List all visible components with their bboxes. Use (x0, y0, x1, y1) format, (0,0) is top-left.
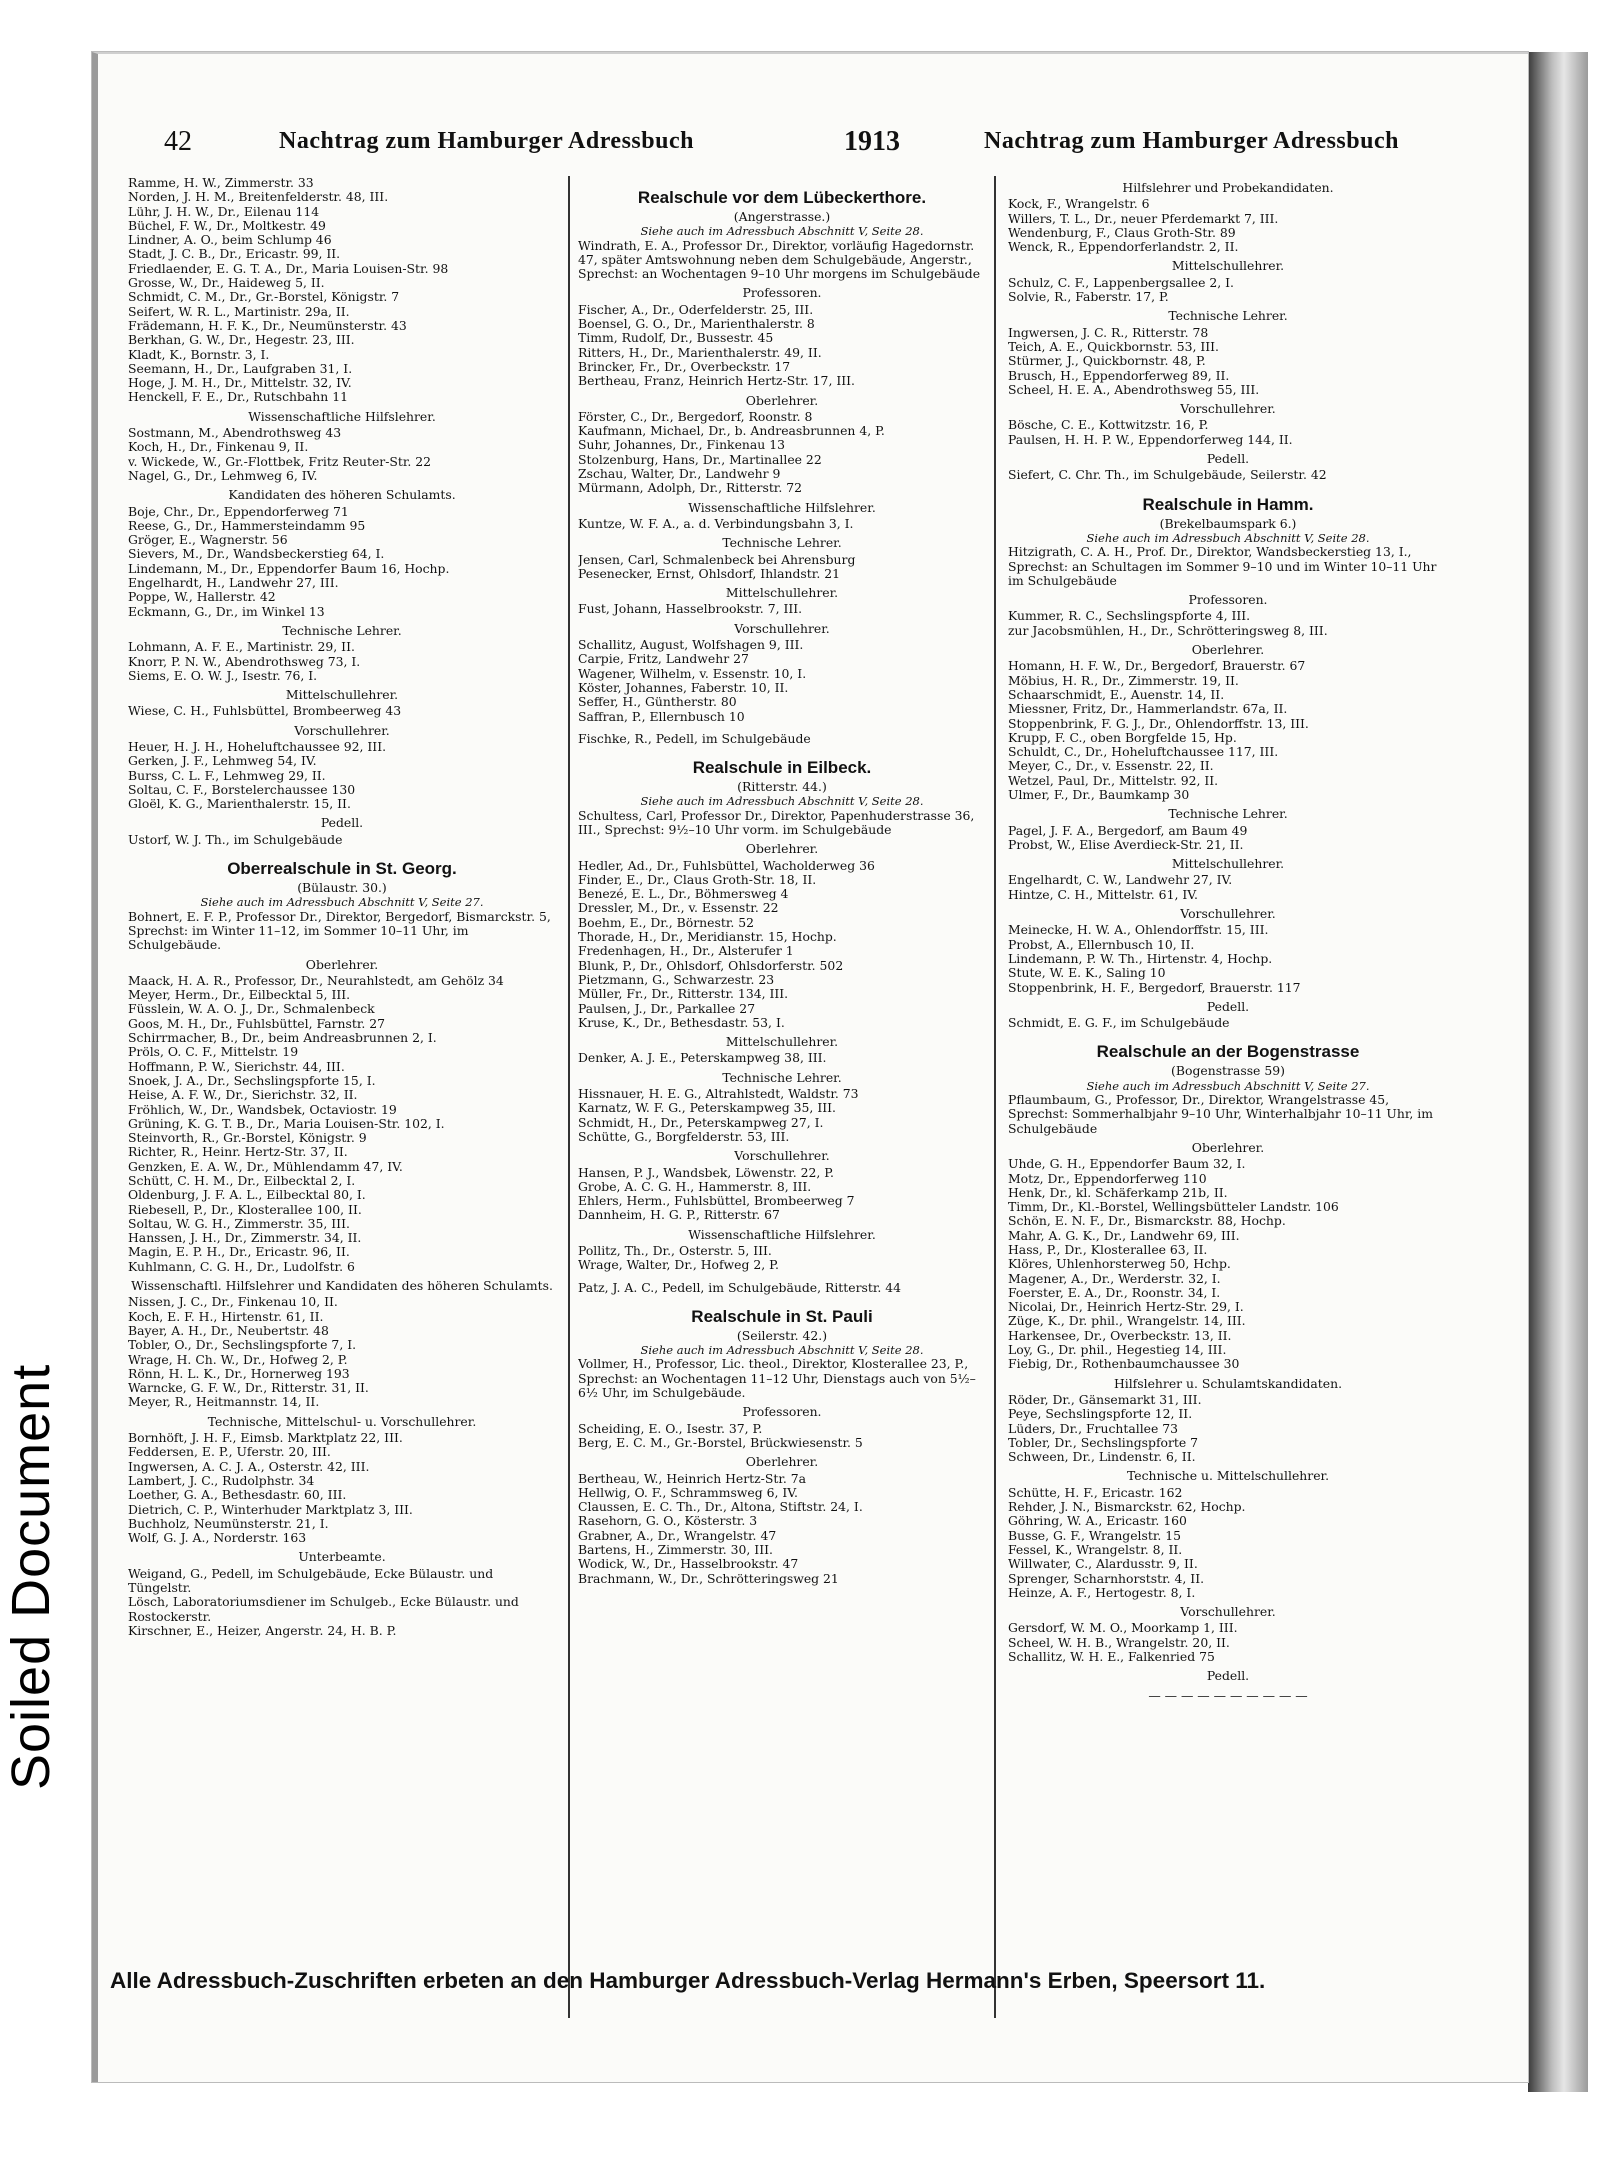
school-address: (Bogenstrasse 59) (1171, 1063, 1285, 1079)
entry: Grüning, K. G. T. B., Dr., Maria Louisen-Str. 102, I. (128, 1116, 445, 1131)
section-heading: Professoren. (742, 285, 822, 301)
entry: Uhde, G. H., Eppendorfer Baum 32, I. (1008, 1157, 1246, 1172)
entry: Paulsen, H. H. P. W., Eppendorferweg 144, II. (1008, 432, 1293, 447)
section-heading: Technische Lehrer. (1168, 806, 1288, 822)
entry: Hoffmann, P. W., Sierichstr. 44, III. (128, 1059, 345, 1074)
section-heading: Pedell. (1206, 451, 1250, 467)
entry: Solvie, R., Faberstr. 17, P. (1008, 290, 1169, 305)
school-address: (Ritterstr. 44.) (737, 779, 827, 795)
entry: Hellwig, O. F., Schrammsweg 6, IV. (578, 1485, 798, 1500)
entry: Sprenger, Scharnhorststr. 4, II. (1008, 1571, 1205, 1586)
entry: Teich, A. E., Quickbornstr. 53, III. (1008, 339, 1219, 354)
entry: Suhr, Johannes, Dr., Finkenau 13 (578, 438, 785, 453)
entry: Ustorf, W. J. Th., im Schulgebäude (128, 832, 343, 847)
entry: Gröger, E., Wagnerstr. 56 (128, 533, 288, 548)
entry: Heinze, A. F., Hertogestr. 8, I. (1008, 1585, 1196, 1600)
entry: Schütte, H. F., Ericastr. 162 (1008, 1485, 1183, 1500)
entry: Ritters, H., Dr., Marienthalerstr. 49, II. (578, 345, 822, 360)
see-also-note: Siehe auch im Adressbuch Abschnitt V, Seite 28. (640, 224, 924, 239)
entry: Carpie, Fritz, Landwehr 27 (578, 652, 749, 667)
entry: Willers, T. L., Dr., neuer Pferdemarkt 7, III. (1008, 211, 1279, 226)
entry: Miessner, Fritz, Dr., Hammerlandstr. 67a, II. (1008, 702, 1288, 717)
entry: Sievers, M., Dr., Wandsbeckerstieg 64, I. (128, 547, 385, 562)
page-header (164, 124, 1454, 164)
entry: Ramme, H. W., Zimmerstr. 33 (128, 176, 314, 190)
page-edge (1528, 52, 1588, 2092)
entry: Pflaumbaum, G., Professor, Dr., Direktor, Wrangelstrasse 45, Sprechst: Sommerhalbjahr 9–10 Uhr, Winterhalbjahr 10–11 Uhr, im Schulgebäude (1008, 1093, 1433, 1136)
section-heading: Oberlehrer. (305, 956, 379, 972)
entry: Loy, G., Dr. phil., Hegestieg 14, III. (1008, 1343, 1227, 1358)
section-heading: Wissenschaftl. Hilfslehrer und Kandidaten des höheren Schulamts. (131, 1278, 553, 1294)
entry: Lösch, Laboratoriumsdiener im Schulgeb., Ecke Bülaustr. und Rostockerstr. (128, 1595, 519, 1624)
entry: Scheel, H. E. A., Abendrothsweg 55, III. (1008, 382, 1260, 397)
entry: Riebesell, P., Dr., Klosterallee 100, II. (128, 1202, 362, 1217)
header-left-title: Nachtrag zum Hamburger Adressbuch (279, 128, 694, 154)
entry: Karnatz, W. F. G., Peterskampweg 35, III. (578, 1101, 836, 1116)
entry: Förster, C., Dr., Bergedorf, Roonstr. 8 (578, 409, 813, 424)
entry: Willwater, C., Alardusstr. 9, II. (1008, 1557, 1198, 1572)
entry: Bertheau, Franz, Heinrich Hertz-Str. 17, III. (578, 374, 855, 389)
entry: Schulz, C. F., Lappenbergsallee 2, I. (1008, 275, 1234, 290)
entry: Klöres, Uhlenhorsterweg 50, Hchp. (1008, 1257, 1231, 1272)
school-title: Realschule in Eilbeck. (692, 758, 872, 778)
page (92, 52, 1528, 2082)
entry: Wolf, G. J. A., Norderstr. 163 (128, 1531, 307, 1546)
entry: Siefert, C. Chr. Th., im Schulgebäude, Seilerstr. 42 (1008, 468, 1327, 483)
section-heading: — — — — — — — — — — (1148, 1687, 1308, 1703)
entry: Ulmer, F., Dr., Baumkamp 30 (1008, 787, 1190, 802)
entry: Wetzel, Paul, Dr., Mittelstr. 92, II. (1008, 773, 1219, 788)
entry: Schallitz, W. H. E., Falkenried 75 (1008, 1650, 1215, 1665)
section-heading: Vorschullehrer. (1180, 401, 1276, 417)
column-1 (128, 176, 556, 2018)
entry: Richter, R., Heinr. Hertz-Str. 37, II. (128, 1145, 348, 1160)
entry: Bornhöft, J. H. F., Eimsb. Marktplatz 22, III. (128, 1431, 403, 1446)
entry: Tobler, Dr., Sechslingspforte 7 (1008, 1435, 1199, 1450)
entry: Lambert, J. C., Rudolphstr. 34 (128, 1473, 315, 1488)
entry: Schallitz, August, Wolfshagen 9, III. (578, 638, 804, 653)
entry: Schmidt, C. M., Dr., Gr.-Borstel, Königstr. 7 (128, 290, 400, 305)
entry: Saffran, P., Ellernbusch 10 (578, 709, 745, 724)
entry: Warncke, G. F. W., Dr., Ritterstr. 31, II. (128, 1381, 369, 1396)
entry: Ingwersen, A. C. J. A., Osterstr. 42, III. (128, 1459, 370, 1474)
section-heading: Hilfslehrer und Probekandidaten. (1122, 180, 1334, 195)
entry: Zschau, Walter, Dr., Landwehr 9 (578, 467, 781, 482)
entry: Krupp, F. C., oben Borgfelde 15, Hp. (1008, 730, 1237, 745)
entry: Dressler, M., Dr., v. Essenstr. 22 (578, 901, 779, 916)
entry: Magener, A., Dr., Werderstr. 32, I. (1008, 1271, 1221, 1286)
entry: Fröhlich, W., Dr., Wandsbek, Octaviostr. 19 (128, 1102, 397, 1117)
entry: Lüders, Dr., Fruchtallee 73 (1008, 1421, 1179, 1436)
entry: Scheiding, E. O., Isestr. 37, P. (578, 1421, 763, 1436)
entry: Eckmann, G., Dr., im Winkel 13 (128, 604, 325, 619)
section-heading: Pedell. (1206, 1668, 1250, 1684)
entry: Norden, J. H. M., Breitenfelderstr. 48, III. (128, 190, 389, 205)
entry: Vollmer, H., Professor, Lic. theol., Direktor, Klosterallee 23, P., Sprechst: an Wochentagen 11–12 Uhr, Dienstags auch von 5½–6½ Uhr, im Schulgebäude. (578, 1357, 976, 1401)
entry: Fessel, K., Wrangelstr. 8, II. (1008, 1542, 1183, 1557)
entry: Meyer, Herm., Dr., Eilbecktal 5, III. (128, 988, 351, 1003)
section-heading: Mittelschullehrer. (1171, 856, 1285, 872)
entry: Siems, E. O. W. J., Isestr. 76, I. (128, 668, 318, 683)
column-2 (568, 176, 996, 2018)
entry: Claussen, E. C. Th., Dr., Altona, Stiftstr. 24, I. (578, 1500, 863, 1515)
entry: v. Wickede, W., Gr.-Flottbek, Fritz Reuter-Str. 22 (128, 454, 432, 469)
entry: Müller, Fr., Dr., Ritterstr. 134, III. (578, 987, 789, 1002)
entry: Göhring, W. A., Ericastr. 160 (1008, 1514, 1187, 1529)
entry: Feddersen, E. P., Uferstr. 20, III. (128, 1445, 331, 1460)
entry: Timm, Dr., Kl.-Borstel, Wellingsbütteler Landstr. 106 (1008, 1200, 1339, 1215)
entry: Lohmann, A. F. E., Martinistr. 29, II. (128, 640, 355, 655)
entry: Rasehorn, G. O., Kösterstr. 3 (578, 1514, 758, 1529)
section-heading: Technische, Mittelschul- u. Vorschullehrer. (207, 1413, 477, 1429)
entry: Blunk, P., Dr., Ohlsdorf, Ohlsdorferstr. 502 (578, 958, 844, 973)
entry: Heise, A. F. W., Dr., Sierichstr. 32, II. (128, 1088, 358, 1103)
entry: Lühr, J. H. W., Dr., Eilenau 114 (128, 204, 320, 219)
school-address: (Angerstrasse.) (733, 209, 831, 224)
entry: Kruse, K., Dr., Bethesdastr. 53, I. (578, 1015, 785, 1030)
entry: Stadt, J. C. B., Dr., Ericastr. 99, II. (128, 247, 341, 262)
section-heading: Hilfslehrer u. Schulamtskandidaten. (1113, 1375, 1343, 1391)
spacer (578, 724, 986, 732)
entry: Wenck, R., Eppendorferlandstr. 2, II. (1008, 240, 1239, 255)
entry: zur Jacobsmühlen, H., Dr., Schrötteringsweg 8, III. (1008, 623, 1328, 638)
entry: Fiebig, Dr., Rothenbaumchaussee 30 (1008, 1357, 1240, 1372)
page-number: 42 (164, 126, 192, 157)
entry: Wendenburg, F., Claus Groth-Str. 89 (1008, 225, 1236, 240)
section-heading: Oberlehrer. (1191, 642, 1265, 658)
entry: Denker, A. J. E., Peterskampweg 38, III. (578, 1051, 827, 1066)
entry: Probst, A., Ellernbusch 10, II. (1008, 937, 1195, 952)
entry: Kock, F., Wrangelstr. 6 (1008, 197, 1150, 212)
column-3 (1008, 176, 1448, 2018)
see-also-note: Siehe auch im Adressbuch Abschnitt V, Seite 28. (1086, 530, 1370, 545)
entry: Bertheau, W., Heinrich Hertz-Str. 7a (578, 1471, 807, 1486)
entry: Züge, K., Dr. phil., Wrangelstr. 14, III. (1008, 1314, 1246, 1329)
entry: Schütte, G., Borgfelderstr. 53, III. (578, 1129, 790, 1144)
entry: Kaufmann, Michael, Dr., b. Andreasbrunnen 4, P. (578, 424, 885, 439)
entry: Kuhlmann, C. G. H., Dr., Ludolfstr. 6 (128, 1259, 355, 1274)
entry: Pietzmann, G., Schwarzestr. 23 (578, 972, 775, 987)
entry: Gerken, J. F., Lehmweg 54, IV. (128, 754, 317, 769)
entry: Peye, Sechslingspforte 12, II. (1008, 1407, 1193, 1422)
entry: Hedler, Ad., Dr., Fuhlsbüttel, Wacholderweg 36 (578, 858, 875, 873)
entry: Engelhardt, H., Landwehr 27, III. (128, 576, 339, 591)
entry: Röder, Dr., Gänsemarkt 31, III. (1008, 1392, 1202, 1407)
entry: Lindemann, M., Dr., Eppendorfer Baum 16, Hochp. (128, 561, 450, 576)
entry: Rönn, H. L. K., Dr., Hornerweg 193 (128, 1366, 350, 1381)
section-heading: Kandidaten des höheren Schulamts. (228, 487, 456, 503)
entry: Friedlaender, E. G. T. A., Dr., Maria Louisen-Str. 98 (128, 261, 449, 276)
school-address: (Brekelbaumspark 6.) (1159, 515, 1297, 531)
entry: Möbius, H. R., Dr., Zimmerstr. 19, II. (1008, 673, 1239, 688)
section-heading: Technische Lehrer. (1168, 308, 1288, 324)
section-heading: Vorschullehrer. (1180, 1604, 1276, 1620)
section-heading: Vorschullehrer. (734, 620, 830, 636)
entry: Genzken, E. A. W., Dr., Mühlendamm 47, IV. (128, 1159, 403, 1174)
entry: Schmidt, H., Dr., Peterskampweg 27, I. (578, 1115, 824, 1130)
entry: Mahr, A. G. K., Dr., Landwehr 69, III. (1008, 1228, 1240, 1243)
school-address: (Seilerstr. 42.) (736, 1327, 828, 1343)
entry: Heuer, H. J. H., Hoheluftchaussee 92, III. (128, 739, 387, 754)
entry: Füsslein, W. A. O. J., Dr., Schmalenbeck (128, 1002, 375, 1017)
entry: Fischer, A., Dr., Oderfelderstr. 25, III. (578, 302, 814, 317)
section-heading: Pedell. (320, 815, 364, 831)
section-heading: Wissenschaftliche Hilfslehrer. (248, 408, 436, 424)
entry: Meinecke, H. W. A., Ohlendorffstr. 15, III. (1008, 923, 1269, 938)
entry: Brincker, Fr., Dr., Overbeckstr. 17 (578, 359, 791, 374)
section-heading: Technische Lehrer. (722, 535, 842, 551)
entry: Stoppenbrink, H. F., Bergedorf, Brauerstr. 117 (1008, 980, 1301, 995)
entry: Berg, E. C. M., Gr.-Borstel, Brückwiesenstr. 5 (578, 1435, 863, 1450)
section-heading: Wissenschaftliche Hilfslehrer. (688, 499, 876, 515)
entry: Koch, E. F. H., Hirtenstr. 61, II. (128, 1309, 324, 1324)
section-heading: Technische u. Mittelschullehrer. (1126, 1468, 1330, 1484)
entry: Hoge, J. M. H., Dr., Mittelstr. 32, IV. (128, 376, 352, 391)
entry: Schween, Dr., Lindenstr. 6, II. (1008, 1450, 1196, 1465)
entry: Stoppenbrink, F. G. J., Dr., Ohlendorffstr. 13, III. (1008, 716, 1309, 731)
entry: Gloël, K. G., Marienthalerstr. 15, II. (128, 797, 351, 812)
school-title: Realschule vor dem Lübeckerthore. (637, 188, 927, 207)
entry: Bayer, A. H., Dr., Neubertstr. 48 (128, 1323, 329, 1338)
see-also-note: Siehe auch im Adressbuch Abschnitt V, Seite 28. (640, 1343, 924, 1358)
entry: Knorr, P. N. W., Abendrothsweg 73, I. (128, 654, 361, 669)
entry: Boehm, E., Dr., Börnestr. 52 (578, 915, 755, 930)
entry: Harkensee, Dr., Overbeckstr. 13, II. (1008, 1328, 1232, 1343)
entry: Soltau, C. F., Borstelerchaussee 130 (128, 782, 356, 797)
entry: Kladt, K., Bornstr. 3, I. (128, 347, 270, 362)
section-heading: Mittelschullehrer. (1171, 258, 1285, 274)
entry: Koch, H., Dr., Finkenau 9, II. (128, 440, 309, 455)
entry: Homann, H. F. W., Dr., Bergedorf, Brauerstr. 67 (1008, 659, 1306, 674)
entry: Pröls, O. C. F., Mittelstr. 19 (128, 1045, 299, 1060)
section-heading: Unterbeamte. (298, 1549, 386, 1565)
entry: Paulsen, J., Dr., Parkallee 27 (578, 1001, 756, 1016)
entry: Tobler, O., Dr., Sechslingspforte 7, I. (128, 1338, 357, 1353)
section-heading: Vorschullehrer. (1180, 906, 1276, 922)
entry: Hass, P., Dr., Klosterallee 63, II. (1008, 1243, 1208, 1257)
school-title: Realschule in St. Pauli (691, 1306, 873, 1326)
entry: Köster, Johannes, Faberstr. 10, II. (578, 680, 789, 695)
see-also-note: Siehe auch im Adressbuch Abschnitt V, Seite 28. (640, 794, 924, 809)
school-title: Oberrealschule in St. Georg. (227, 859, 457, 879)
entry: Scheel, W. H. B., Wrangelstr. 20, II. (1008, 1635, 1230, 1650)
entry: Hintze, C. H., Mittelstr. 61, IV. (1008, 887, 1198, 902)
entry: Busse, G. F., Wrangelstr. 15 (1008, 1528, 1182, 1543)
entry: Seffer, H., Güntherstr. 80 (578, 695, 737, 710)
entry: Meyer, R., Heitmannstr. 14, II. (128, 1395, 320, 1410)
entry: Kummer, R. C., Sechslingspforte 4, III. (1008, 609, 1251, 624)
school-title: Realschule an der Bogenstrasse (1096, 1042, 1360, 1062)
entry: Fischke, R., Pedell, im Schulgebäude (578, 731, 811, 746)
entry: Patz, J. A. C., Pedell, im Schulgebäude, Ritterstr. 44 (578, 1280, 902, 1295)
school-title: Realschule in Hamm. (1142, 494, 1314, 514)
entry: Goos, M. H., Dr., Fuhlsbüttel, Farnstr. 27 (128, 1016, 386, 1031)
entry: Burss, C. L. F., Lehmweg 29, II. (128, 768, 326, 783)
entry: Ehlers, Herm., Fuhlsbüttel, Brombeerweg 7 (578, 1194, 855, 1209)
entry: Stute, W. E. K., Saling 10 (1008, 966, 1166, 981)
entry: Stürmer, J., Quickbornstr. 48, P. (1008, 354, 1206, 369)
entry: Engelhardt, C. W., Landwehr 27, IV. (1008, 873, 1233, 888)
entry: Henckell, F. E., Dr., Rutschbahn 11 (128, 390, 348, 405)
entry: Fredenhagen, H., Dr., Alsterufer 1 (578, 944, 794, 959)
entry: Wiese, C. H., Fuhlsbüttel, Brombeerweg 43 (128, 704, 402, 719)
section-heading: Vorschullehrer. (734, 1148, 830, 1164)
entry: Maack, H. A. R., Professor, Dr., Neurahlstedt, am Gehölz 34 (128, 973, 504, 988)
entry: Hansen, P. J., Wandsbek, Löwenstr. 22, P. (578, 1165, 834, 1180)
entry: Boensel, G. O., Dr., Marienthalerstr. 8 (578, 317, 815, 332)
header-year: 1913 (844, 126, 900, 157)
entry: Schütt, C. H. M., Dr., Eilbecktal 2, I. (128, 1174, 356, 1188)
entry: Schaarschmidt, E., Auenstr. 14, II. (1008, 687, 1225, 702)
entry: Bösche, C. E., Kottwitzstr. 16, P. (1008, 418, 1209, 433)
entry: Sostmann, M., Abendrothsweg 43 (128, 426, 342, 441)
entry: Ingwersen, J. C. R., Ritterstr. 78 (1008, 325, 1209, 340)
entry: Hanssen, J. H., Dr., Zimmerstr. 34, II. (128, 1231, 362, 1246)
entry: Schultess, Carl, Professor Dr., Direktor, Papenhuderstrasse 36, III., Sprechst: 9½–10 Uhr vorm. im Schulgebäude (578, 808, 975, 837)
entry: Nissen, J. C., Dr., Finkenau 10, II. (128, 1295, 338, 1310)
entry: Pagel, J. F. A., Bergedorf, am Baum 49 (1008, 823, 1248, 838)
entry: Fust, Johann, Hasselbrookstr. 7, III. (578, 602, 803, 617)
entry: Steinvorth, R., Gr.-Borstel, Königstr. 9 (128, 1131, 367, 1146)
entry: Frädemann, H. F. K., Dr., Neumünsterstr. 43 (128, 318, 407, 333)
entry: Lindemann, P. W. Th., Hirtenstr. 4, Hochp. (1008, 951, 1273, 966)
entry: Wrage, H. Ch. W., Dr., Hofweg 2, P. (128, 1352, 348, 1367)
school-address: (Bülaustr. 30.) (297, 880, 387, 896)
entry: Soltau, W. G. H., Zimmerstr. 35, III. (128, 1216, 350, 1231)
entry: Snoek, J. A., Dr., Sechslingspforte 15, I. (128, 1073, 376, 1088)
entry: Brachmann, W., Dr., Schrötteringsweg 21 (578, 1571, 839, 1586)
entry: Grabner, A., Dr., Wrangelstr. 47 (578, 1528, 777, 1543)
entry: Kuntze, W. F. A., a. d. Verbindungsbahn 3, I. (578, 516, 854, 531)
entry: Nagel, G., Dr., Lehmweg 6, IV. (128, 468, 318, 483)
entry: Brusch, H., Eppendorferweg 89, II. (1008, 368, 1230, 383)
entry: Foerster, E. A., Dr., Roonstr. 34, I. (1008, 1285, 1221, 1300)
entry: Mürmann, Adolph, Dr., Ritterstr. 72 (578, 481, 803, 496)
entry: Motz, Dr., Eppendorferweg 110 (1008, 1171, 1207, 1186)
entry: Jensen, Carl, Schmalenbeck bei Ahrensburg (578, 552, 856, 567)
entry: Seifert, W. R. L., Martinistr. 29a, II. (128, 304, 350, 319)
soiled-document-stamp: Soiled Document (1, 1363, 61, 1790)
entry: Bartens, H., Zimmerstr. 30, III. (578, 1543, 773, 1558)
entry: Schuldt, C., Dr., Hoheluftchaussee 117, III. (1008, 745, 1279, 760)
section-heading: Mittelschullehrer. (725, 1034, 839, 1050)
see-also-note: Siehe auch im Adressbuch Abschnitt V, Seite 27. (1086, 1078, 1370, 1093)
entry: Grobe, A. C. G. H., Hammerstr. 8, III. (578, 1179, 812, 1194)
section-heading: Professoren. (742, 1404, 822, 1420)
entry: Dietrich, C. P., Winterhuder Marktplatz 3, III. (128, 1502, 413, 1517)
entry: Dannheim, H. G. P., Ritterstr. 67 (578, 1208, 780, 1223)
entry: Thorade, H., Dr., Meridianstr. 15, Hochp. (578, 930, 837, 945)
entry: Henk, Dr., kl. Schäferkamp 21b, II. (1008, 1185, 1228, 1200)
entry: Schirrmacher, B., Dr., beim Andreasbrunnen 2, I. (128, 1031, 437, 1046)
directory-columns (128, 176, 1498, 2018)
section-heading: Technische Lehrer. (282, 622, 402, 638)
spacer (578, 1273, 986, 1281)
entry: Büchel, F. W., Dr., Moltkestr. 49 (128, 218, 326, 233)
section-heading: Technische Lehrer. (722, 1069, 842, 1085)
entry: Wrage, Walter, Dr., Hofweg 2, P. (578, 1258, 779, 1273)
entry: Magin, E. P. H., Dr., Ericastr. 96, II. (128, 1245, 350, 1260)
entry: Berkhan, G. W., Dr., Hegestr. 23, III. (128, 333, 355, 348)
entry: Stolzenburg, Hans, Dr., Martinallee 22 (578, 452, 822, 467)
entry: Lindner, A. O., beim Schlump 46 (128, 233, 332, 248)
section-heading: Oberlehrer. (745, 392, 819, 408)
entry: Buchholz, Neumünsterstr. 21, I. (128, 1516, 329, 1531)
entry: Timm, Rudolf, Dr., Bussestr. 45 (578, 331, 774, 346)
entry: Schmidt, E. G. F., im Schulgebäude (1008, 1016, 1230, 1031)
entry: Boje, Chr., Dr., Eppendorferweg 71 (128, 504, 349, 519)
entry: Oldenburg, J. F. A. L., Eilbecktal 80, I. (128, 1188, 366, 1203)
page-footer: Alle Adressbuch-Zuschriften erbeten an den Hamburger Adressbuch-Verlag Hermann's Erben, Speersort 11. (110, 1968, 1266, 1993)
entry: Poppe, W., Hallerstr. 42 (128, 590, 276, 605)
entry: Wodick, W., Dr., Hasselbrookstr. 47 (578, 1557, 799, 1572)
entry: Seemann, H., Dr., Laufgraben 31, I. (128, 361, 353, 376)
header-right-title: Nachtrag zum Hamburger Adressbuch (984, 128, 1399, 154)
entry: Rehder, J. N., Bismarckstr. 62, Hochp. (1008, 1500, 1246, 1515)
section-heading: Wissenschaftliche Hilfslehrer. (688, 1226, 876, 1242)
entry: Pollitz, Th., Dr., Osterstr. 5, III. (578, 1244, 772, 1258)
section-heading: Pedell. (1206, 998, 1250, 1014)
section-heading: Vorschullehrer. (294, 722, 390, 738)
entry: Kirschner, E., Heizer, Angerstr. 24, H. B. P. (128, 1623, 397, 1638)
see-also-note: Siehe auch im Adressbuch Abschnitt V, Seite 27. (200, 895, 484, 910)
entry: Hitzigrath, C. A. H., Prof. Dr., Direktor, Wandsbeckerstieg 13, I., Sprechst: an Schultagen im Sommer 9–10 und im Winter 10–11 Uhr im Schulgebäude (1008, 545, 1437, 588)
entry: Weigand, G., Pedell, im Schulgebäude, Ecke Bülaustr. und Tüngelstr. (128, 1566, 494, 1596)
entry: Meyer, C., Dr., v. Essenstr. 22, II. (1008, 759, 1214, 774)
section-heading: Professoren. (1188, 592, 1268, 608)
entry: Gersdorf, W. M. O., Moorkamp 1, III. (1008, 1621, 1238, 1636)
section-heading: Oberlehrer. (1191, 1139, 1265, 1155)
entry: Wagener, Wilhelm, v. Essenstr. 10, I. (578, 666, 807, 681)
entry: Grosse, W., Dr., Haideweg 5, II. (128, 276, 325, 291)
entry: Schön, E. N. F., Dr., Bismarckstr. 88, Hochp. (1008, 1214, 1286, 1229)
entry: Loether, G. A., Bethesdastr. 60, III. (128, 1488, 347, 1503)
entry: Bohnert, E. F. P., Professor Dr., Direktor, Bergedorf, Bismarckstr. 5, Sprechst: im Winter 11–12, im Sommer 10–11 Uhr, im Schulgebäude. (128, 909, 551, 953)
entry: Windrath, E. A., Professor Dr., Direktor, vorläufig Hagedornstr. 47, später Amtswohnung neben dem Schulgebäude, Angerstr., Sprechst: an Wochentagen 9–10 Uhr morgens im Schulgebäude (578, 238, 981, 282)
entry: Probst, W., Elise Averdieck-Str. 21, II. (1008, 837, 1244, 852)
section-heading: Mittelschullehrer. (725, 585, 839, 601)
section-heading: Oberlehrer. (745, 1454, 819, 1470)
section-heading: Mittelschullehrer. (285, 687, 399, 703)
entry: Nicolai, Dr., Heinrich Hertz-Str. 29, I. (1008, 1300, 1244, 1315)
entry: Pesenecker, Ernst, Ohlsdorf, Ihlandstr. 21 (578, 566, 840, 581)
entry: Hissnauer, H. E. G., Altrahlstedt, Waldstr. 73 (578, 1087, 859, 1102)
entry: Benezé, E. L., Dr., Böhmersweg 4 (578, 887, 789, 902)
section-heading: Oberlehrer. (745, 841, 819, 857)
entry: Reese, G., Dr., Hammersteindamm 95 (128, 518, 366, 533)
entry: Finder, E., Dr., Claus Groth-Str. 18, II. (578, 872, 817, 887)
